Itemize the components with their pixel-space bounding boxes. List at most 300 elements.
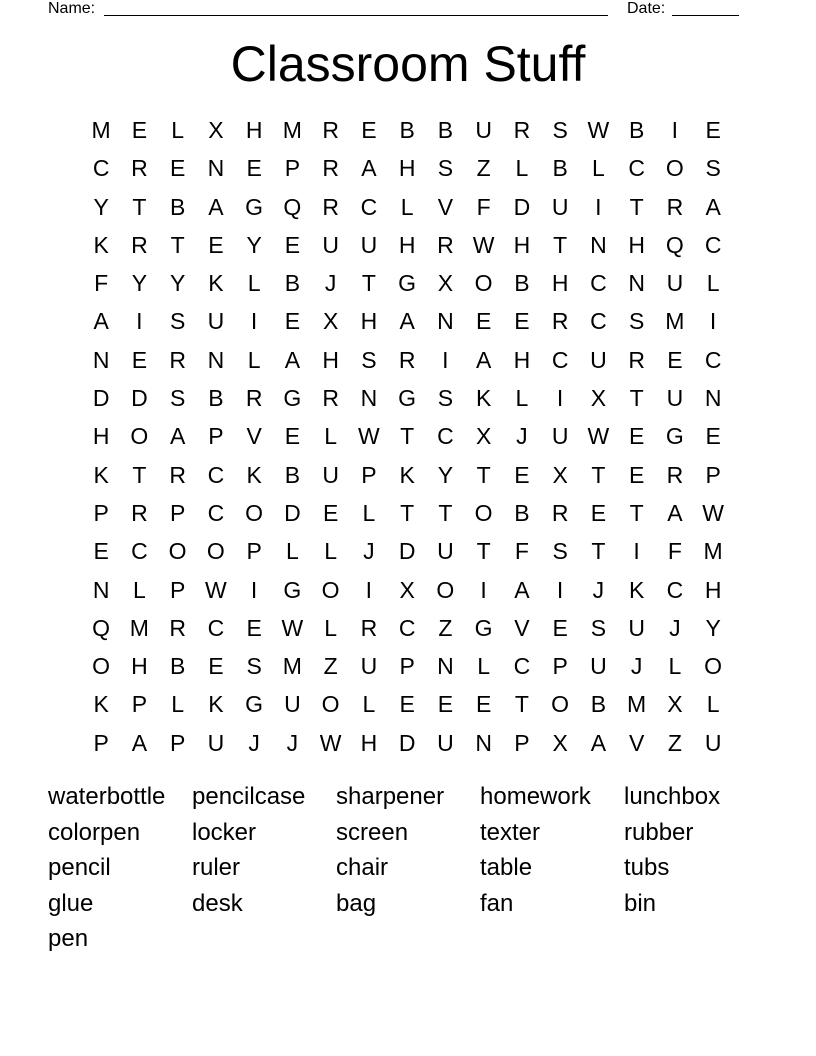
grid-letter: H bbox=[92, 423, 110, 450]
grid-letter: L bbox=[668, 653, 682, 680]
grid-letter: L bbox=[400, 193, 414, 220]
grid-letter: B bbox=[552, 155, 568, 182]
grid-letter: I bbox=[250, 576, 258, 603]
grid-letter: E bbox=[131, 346, 148, 373]
grid-letter: N bbox=[92, 346, 110, 373]
grid-letter: B bbox=[284, 461, 301, 488]
grid-letter: G bbox=[398, 385, 417, 412]
grid-row bbox=[82, 302, 732, 340]
grid-letter: K bbox=[208, 270, 224, 297]
grid-letter: I bbox=[671, 117, 679, 143]
grid-letter: U bbox=[628, 614, 645, 641]
grid-letter: M bbox=[282, 117, 302, 143]
grid-letter: G bbox=[283, 576, 302, 603]
grid-letter: I bbox=[365, 576, 373, 603]
grid-letter: O bbox=[665, 155, 684, 182]
grid-letter: X bbox=[475, 423, 492, 450]
grid-letter: C bbox=[590, 270, 607, 297]
grid-letter: D bbox=[398, 538, 416, 565]
word-list-item: desk bbox=[192, 889, 243, 917]
grid-letter: L bbox=[285, 538, 299, 565]
grid-letter: S bbox=[169, 308, 186, 335]
grid-letter: O bbox=[551, 691, 570, 718]
word-list-item: lunchbox bbox=[624, 783, 721, 810]
grid-letter: I bbox=[442, 346, 449, 373]
grid-letter: W bbox=[702, 499, 724, 526]
word-list-item: pen bbox=[48, 925, 89, 952]
grid-letter: U bbox=[666, 270, 684, 297]
grid-letter: O bbox=[474, 499, 493, 526]
grid-letter: L bbox=[324, 538, 338, 565]
grid-letter: R bbox=[437, 231, 454, 258]
grid-letter: Y bbox=[131, 270, 148, 297]
page-title: Classroom Stuff bbox=[230, 36, 586, 92]
grid-letter: D bbox=[398, 729, 416, 756]
grid-letter: L bbox=[362, 691, 376, 718]
grid-letter: S bbox=[437, 155, 454, 182]
grid-letter: T bbox=[438, 499, 453, 526]
grid-letter: T bbox=[591, 538, 606, 565]
grid-letter: W bbox=[358, 423, 380, 450]
grid-letter: A bbox=[93, 308, 109, 335]
grid-letter: K bbox=[208, 691, 224, 718]
grid-letter: N bbox=[92, 576, 110, 603]
grid-letter: T bbox=[400, 499, 415, 526]
grid-letter: Q bbox=[92, 614, 111, 641]
grid-row bbox=[82, 226, 732, 264]
grid-letter: T bbox=[514, 691, 529, 718]
word-list-item: tubs bbox=[624, 854, 670, 881]
grid-letter: P bbox=[169, 729, 186, 756]
grid-letter: R bbox=[169, 461, 186, 488]
word-list-item: glue bbox=[48, 889, 94, 917]
grid-letter: G bbox=[283, 385, 302, 412]
grid-letter: Y bbox=[705, 614, 721, 641]
grid-letter: O bbox=[321, 576, 340, 603]
grid-row bbox=[82, 571, 732, 609]
grid-letter: O bbox=[245, 499, 264, 526]
word-list-item: table bbox=[480, 854, 533, 881]
grid-letter: M bbox=[91, 117, 111, 143]
grid-letter: P bbox=[131, 691, 148, 718]
grid-letter: A bbox=[705, 193, 721, 220]
grid-letter: E bbox=[361, 117, 377, 143]
grid-letter: T bbox=[170, 231, 185, 258]
grid-letter: K bbox=[399, 461, 415, 488]
grid-letter: R bbox=[666, 193, 684, 220]
grid-letter: V bbox=[246, 423, 262, 450]
grid-letter: E bbox=[208, 231, 224, 258]
grid-letter: X bbox=[208, 117, 224, 143]
grid-letter: T bbox=[400, 423, 415, 450]
grid-row bbox=[82, 188, 732, 226]
grid-letter: C bbox=[92, 155, 110, 182]
grid-letter: A bbox=[208, 193, 224, 220]
grid-letter: C bbox=[131, 538, 148, 565]
word-list-item: screen bbox=[336, 818, 409, 846]
grid-letter: U bbox=[666, 385, 684, 412]
grid-letter: B bbox=[284, 270, 301, 297]
grid-letter: W bbox=[587, 117, 610, 143]
grid-letter: D bbox=[284, 499, 301, 526]
grid-letter: W bbox=[319, 729, 342, 756]
grid-letter: O bbox=[92, 653, 111, 680]
grid-letter: U bbox=[475, 117, 492, 143]
grid-letter: C bbox=[628, 155, 645, 182]
grid-letter: N bbox=[590, 231, 607, 258]
grid-letter: X bbox=[552, 729, 568, 756]
grid-letter: R bbox=[169, 346, 186, 373]
grid-letter: N bbox=[360, 385, 378, 412]
grid-letter: Y bbox=[246, 231, 262, 258]
grid-letter: Z bbox=[323, 653, 338, 680]
grid-letter: R bbox=[169, 614, 186, 641]
grid-letter: O bbox=[321, 691, 340, 718]
grid-letter: X bbox=[437, 270, 454, 297]
grid-letter: E bbox=[246, 155, 262, 182]
grid-letter: P bbox=[93, 499, 109, 526]
grid-letter: U bbox=[207, 308, 225, 335]
grid-letter: T bbox=[629, 499, 644, 526]
grid-letter: L bbox=[247, 270, 261, 297]
grid-letter: R bbox=[131, 499, 148, 526]
grid-letter: R bbox=[322, 117, 339, 143]
grid-letter: S bbox=[705, 155, 721, 182]
worksheet-header bbox=[0, 0, 816, 24]
grid-letter: R bbox=[551, 308, 569, 335]
grid-letter: C bbox=[666, 576, 684, 603]
grid-letter: S bbox=[169, 385, 186, 412]
grid-letter: L bbox=[515, 155, 529, 182]
grid-letter: E bbox=[514, 461, 530, 488]
grid-letter: E bbox=[437, 691, 454, 718]
grid-letter: U bbox=[590, 653, 607, 680]
grid-letter: N bbox=[475, 729, 492, 756]
word-list-item: bin bbox=[624, 889, 657, 917]
grid-row bbox=[82, 264, 732, 302]
grid-letter: S bbox=[628, 308, 645, 335]
grid-letter: H bbox=[513, 346, 531, 373]
grid-letter: U bbox=[322, 231, 339, 258]
grid-letter: W bbox=[587, 423, 610, 450]
grid-letter: O bbox=[130, 423, 149, 450]
grid-letter: J bbox=[248, 729, 260, 756]
grid-letter: E bbox=[284, 423, 301, 450]
grid-letter: X bbox=[590, 385, 607, 412]
grid-letter: B bbox=[169, 653, 186, 680]
word-list-item: waterbottle bbox=[48, 783, 166, 810]
grid-letter: P bbox=[399, 653, 415, 680]
grid-letter: P bbox=[284, 155, 301, 182]
grid-letter: E bbox=[169, 155, 186, 182]
grid-letter: X bbox=[399, 576, 415, 603]
grid-letter: G bbox=[245, 691, 264, 718]
grid-letter: Z bbox=[438, 614, 453, 641]
grid-letter: A bbox=[284, 346, 301, 373]
grid-letter: A bbox=[590, 729, 607, 756]
grid-letter: T bbox=[629, 193, 644, 220]
word-list-item: fan bbox=[480, 889, 514, 917]
grid-letter: B bbox=[437, 117, 454, 143]
grid-letter: U bbox=[551, 423, 569, 450]
grid-letter: L bbox=[171, 117, 185, 143]
grid-letter: H bbox=[360, 308, 378, 335]
word-list-item: pencil bbox=[48, 854, 111, 881]
name-label: Name: bbox=[48, 0, 96, 17]
word-list-item: bag bbox=[336, 889, 377, 917]
grid-letter: C bbox=[207, 461, 225, 488]
grid-letter: D bbox=[131, 385, 148, 412]
grid-letter: E bbox=[628, 461, 645, 488]
grid-letter: E bbox=[208, 653, 224, 680]
grid-letter: O bbox=[168, 538, 187, 565]
grid-letter: L bbox=[171, 691, 185, 718]
grid-row bbox=[82, 379, 732, 417]
grid-letter: O bbox=[704, 653, 723, 680]
grid-letter: T bbox=[361, 270, 376, 297]
date-label: Date: bbox=[627, 0, 666, 17]
grid-row bbox=[82, 456, 732, 494]
grid-letter: C bbox=[513, 653, 531, 680]
grid-letter: F bbox=[514, 538, 529, 565]
grid-letter: I bbox=[136, 308, 143, 335]
word-list-item: ruler bbox=[192, 854, 241, 881]
grid-letter: B bbox=[208, 385, 224, 412]
grid-letter: E bbox=[475, 691, 492, 718]
grid-letter: P bbox=[361, 461, 377, 488]
grid-row bbox=[82, 647, 732, 685]
grid-letter: E bbox=[284, 308, 301, 335]
grid-letter: R bbox=[131, 155, 148, 182]
grid-letter: R bbox=[666, 461, 684, 488]
grid-letter: W bbox=[281, 614, 304, 641]
grid-letter: P bbox=[169, 576, 186, 603]
grid-letter: K bbox=[475, 385, 492, 412]
grid-letter: R bbox=[322, 193, 339, 220]
grid-letter: U bbox=[590, 346, 607, 373]
grid-letter: R bbox=[131, 231, 148, 258]
grid-letter: J bbox=[286, 729, 299, 756]
grid-letter: X bbox=[552, 461, 568, 488]
grid-letter: Z bbox=[667, 729, 682, 756]
grid-letter: E bbox=[246, 614, 262, 641]
grid-letter: C bbox=[398, 614, 416, 641]
grid-letter: J bbox=[363, 538, 375, 565]
grid-row bbox=[82, 494, 732, 532]
grid-letter: R bbox=[628, 346, 645, 373]
grid-letter: P bbox=[208, 423, 224, 450]
word-list-item: texter bbox=[480, 818, 541, 846]
grid-letter: R bbox=[322, 155, 339, 182]
word-list bbox=[48, 779, 792, 957]
grid-letter: L bbox=[515, 385, 529, 412]
grid-letter: F bbox=[667, 538, 682, 565]
grid-letter: S bbox=[590, 614, 607, 641]
grid-letter: O bbox=[436, 576, 455, 603]
grid-letter: R bbox=[322, 385, 339, 412]
grid-letter: U bbox=[437, 729, 454, 756]
grid-letter: H bbox=[513, 231, 531, 258]
grid-letter: N bbox=[628, 270, 645, 297]
grid-letter: B bbox=[514, 499, 530, 526]
grid-letter: I bbox=[633, 538, 640, 565]
grid-row bbox=[82, 149, 732, 187]
grid-row bbox=[82, 724, 732, 762]
grid-row bbox=[82, 532, 732, 570]
grid-letter: Y bbox=[437, 461, 454, 488]
grid-letter: H bbox=[245, 117, 263, 143]
grid-letter: S bbox=[552, 538, 568, 565]
grid-letter: K bbox=[628, 576, 645, 603]
grid-letter: T bbox=[476, 538, 491, 565]
grid-letter: L bbox=[362, 499, 376, 526]
grid-letter: P bbox=[246, 538, 262, 565]
grid-letter: T bbox=[476, 461, 491, 488]
grid-letter: C bbox=[207, 499, 225, 526]
grid-letter: A bbox=[131, 729, 148, 756]
grid-letter: V bbox=[628, 729, 645, 756]
grid-letter: L bbox=[132, 576, 146, 603]
grid-letter: S bbox=[361, 346, 377, 373]
grid-letter: M bbox=[665, 308, 685, 335]
grid-letter: A bbox=[667, 499, 683, 526]
word-list-item: locker bbox=[192, 818, 257, 846]
grid-letter: H bbox=[398, 155, 416, 182]
grid-letter: L bbox=[591, 155, 605, 182]
grid-letter: X bbox=[322, 308, 339, 335]
grid-row bbox=[82, 417, 732, 455]
grid-letter: E bbox=[93, 538, 109, 565]
grid-letter: B bbox=[628, 117, 645, 143]
grid-letter: Y bbox=[169, 270, 186, 297]
grid-letter: R bbox=[551, 499, 569, 526]
grid-letter: U bbox=[322, 461, 339, 488]
grid-letter: A bbox=[399, 308, 415, 335]
grid-letter: E bbox=[131, 117, 148, 143]
grid-letter: H bbox=[628, 231, 645, 258]
grid-letter: S bbox=[437, 385, 454, 412]
grid-letter: I bbox=[709, 308, 717, 335]
grid-letter: I bbox=[556, 385, 564, 412]
grid-letter: E bbox=[628, 423, 645, 450]
grid-letter: I bbox=[556, 576, 564, 603]
grid-letter: U bbox=[360, 653, 378, 680]
grid-letter: H bbox=[551, 270, 569, 297]
word-list-item: colorpen bbox=[48, 818, 141, 846]
word-list-item: pencilcase bbox=[192, 783, 306, 810]
grid-letter: G bbox=[245, 193, 264, 220]
grid-letter: Q bbox=[665, 231, 684, 258]
grid-letter: Y bbox=[93, 193, 109, 220]
date-blank-line bbox=[672, 15, 739, 16]
grid-letter: R bbox=[245, 385, 263, 412]
grid-row bbox=[82, 341, 732, 379]
grid-letter: P bbox=[514, 729, 530, 756]
grid-letter: W bbox=[205, 576, 227, 603]
grid-letter: C bbox=[590, 308, 607, 335]
grid-letter: A bbox=[169, 423, 186, 450]
grid-letter: K bbox=[93, 231, 109, 258]
word-list-item: sharpener bbox=[336, 783, 445, 810]
grid-letter: D bbox=[513, 193, 531, 220]
grid-letter: I bbox=[595, 193, 602, 220]
grid-letter: B bbox=[399, 117, 415, 143]
grid-letter: Z bbox=[476, 155, 491, 182]
grid-letter: B bbox=[514, 270, 530, 297]
word-list-item: rubber bbox=[624, 818, 694, 846]
grid-letter: L bbox=[324, 614, 338, 641]
grid-letter: R bbox=[513, 117, 531, 143]
grid-letter: X bbox=[667, 691, 683, 718]
grid-letter: T bbox=[132, 193, 147, 220]
grid-letter: C bbox=[551, 346, 569, 373]
grid-letter: H bbox=[398, 231, 416, 258]
grid-letter: Q bbox=[283, 193, 302, 220]
grid-letter: S bbox=[246, 653, 262, 680]
grid-letter: P bbox=[93, 729, 109, 756]
grid-letter: E bbox=[284, 231, 301, 258]
grid-letter: D bbox=[92, 385, 110, 412]
grid-letter: N bbox=[207, 346, 225, 373]
grid-letter: E bbox=[552, 614, 568, 641]
grid-letter: H bbox=[322, 346, 339, 373]
grid-letter: E bbox=[705, 423, 721, 450]
grid-letter: G bbox=[398, 270, 417, 297]
grid-letter: J bbox=[516, 423, 528, 450]
grid-letter: G bbox=[474, 614, 493, 641]
grid-letter: K bbox=[93, 461, 109, 488]
grid-letter: C bbox=[207, 614, 225, 641]
word-list-item: homework bbox=[480, 783, 591, 810]
grid-letter: U bbox=[284, 691, 301, 718]
grid-letter: H bbox=[704, 576, 722, 603]
grid-letter: P bbox=[552, 653, 568, 680]
grid-letter: L bbox=[247, 346, 261, 373]
grid-letter: L bbox=[324, 423, 338, 450]
grid-letter: T bbox=[553, 231, 568, 258]
grid-letter: U bbox=[360, 231, 378, 258]
grid-letter: C bbox=[704, 346, 722, 373]
grid-letter: C bbox=[704, 231, 722, 258]
grid-letter: R bbox=[398, 346, 416, 373]
grid-letter: U bbox=[207, 729, 225, 756]
grid-letter: U bbox=[704, 729, 722, 756]
grid-letter: E bbox=[667, 346, 683, 373]
grid-letter: T bbox=[132, 461, 147, 488]
letter-grid bbox=[82, 111, 732, 762]
grid-letter: M bbox=[129, 614, 149, 641]
grid-letter: A bbox=[361, 155, 377, 182]
grid-letter: J bbox=[669, 614, 681, 641]
grid-letter: H bbox=[360, 729, 378, 756]
grid-letter: H bbox=[131, 653, 148, 680]
grid-letter: K bbox=[246, 461, 262, 488]
grid-letter: E bbox=[590, 499, 607, 526]
grid-letter: I bbox=[250, 308, 258, 335]
name-blank-line bbox=[104, 15, 608, 16]
grid-letter: E bbox=[475, 308, 492, 335]
grid-letter: V bbox=[437, 193, 454, 220]
grid-letter: A bbox=[475, 346, 492, 373]
grid-letter: W bbox=[472, 231, 495, 258]
grid-letter: A bbox=[514, 576, 530, 603]
grid-letter: L bbox=[706, 691, 720, 718]
grid-letter: I bbox=[480, 576, 487, 603]
word-list-item: chair bbox=[336, 854, 389, 881]
grid-letter: J bbox=[630, 653, 643, 680]
grid-letter: S bbox=[552, 117, 568, 143]
grid-letter: T bbox=[591, 461, 606, 488]
